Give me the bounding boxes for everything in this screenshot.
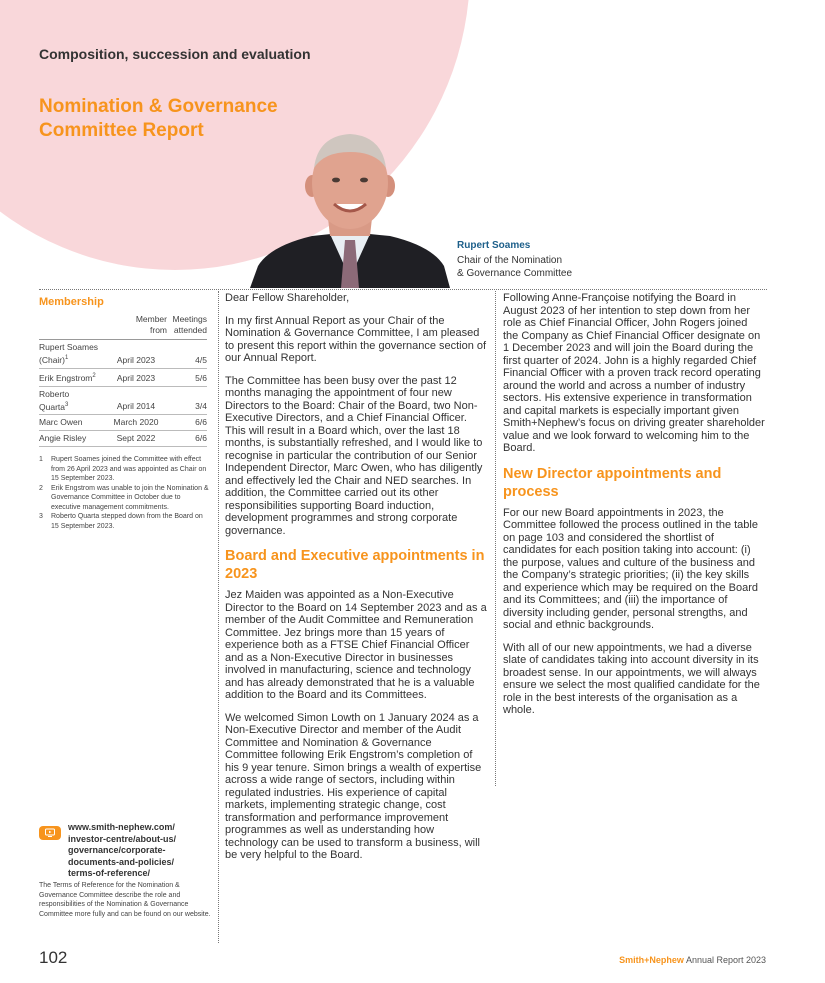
- chair-role-line-2: & Governance Committee: [457, 268, 573, 279]
- member-meetings: 4/5: [167, 340, 207, 369]
- table-row: [39, 415, 207, 431]
- footer: [619, 955, 766, 965]
- member-name: Roberto Quarta$^3$: [39, 386, 105, 415]
- screen-icon: [39, 826, 61, 840]
- footnote: 2 Erik Engstrom was unable to join the Nomination & Governance Committee in October due to executive management commitments.: [39, 484, 209, 511]
- heading-new-director: New Director appointments and process: [503, 465, 722, 500]
- membership-notes: [39, 455, 209, 531]
- column-divider-right: [495, 291, 496, 786]
- member-from: April 2023: [105, 368, 167, 386]
- paragraph: Following Anne-Françoise notifying the Board in August 2023 of her intention to step down from her role as Chief Financial Officer, John Rogers joined the Company as Chief Financial Officer designate on 1 December 2023 and will join the Board during the first quarter of 2024. John is a highly regarded Chief Financial Officer with a proven track record operating around the world and across a number of industry sectors. His extensive experience in transformation and capital markets is especially important given Smith+Nephew’s focus on driving greater shareholder value and we look forward to welcoming him to the Board.: [503, 292, 765, 454]
- page-number: 102: [39, 948, 68, 967]
- member-from: April 2023: [105, 340, 167, 369]
- header-name: [39, 313, 105, 340]
- body-column-right: [503, 292, 765, 727]
- table-row: [39, 368, 207, 386]
- membership-title: Membership: [39, 296, 104, 308]
- heading-board-appointments: Board and Executive appointments in 2023: [225, 548, 485, 582]
- column-divider-top: [39, 289, 767, 290]
- member-name: Angie Risley: [39, 431, 105, 447]
- table-row: [39, 431, 207, 447]
- column-divider-left: [218, 291, 219, 943]
- paragraph: For our new Board appointments in 2023, the Committee followed the process outlined in the table on page 103 and considered the shortlist of candidates for each position taking into account: (i) the purpose, values and culture of the business and the Company’s strategic priorities; (ii) the key skills and experience which may be required on the Board and its Committees; and (iii) the importance of diversity including gender, personal strengths, and social and ethnic backgrounds.: [503, 506, 758, 631]
- link-description: The Terms of Reference for the Nomination & Governance Committee describe the role and responsibilities of the Nomination & Governance Committee more fully and can be found on our website.: [39, 882, 211, 918]
- report-name: Annual Report 2023: [685, 955, 766, 965]
- chair-name: Rupert Soames: [457, 240, 531, 251]
- member-from: April 2014: [105, 386, 167, 415]
- website-link[interactable]: www.smith-nephew.com/ investor-centre/about-us/ governance/corporate- documents-and-policies/ terms-of-reference/: [68, 822, 177, 878]
- chair-portrait: [250, 128, 450, 288]
- table-row: [39, 340, 207, 369]
- chair-role-line-1: Chair of the Nomination: [457, 255, 563, 266]
- member-meetings: 6/6: [167, 415, 207, 431]
- title-line-2: Committee Report: [39, 120, 204, 141]
- chair-role: [457, 254, 617, 280]
- body-column-middle: [225, 292, 487, 872]
- paragraph: Jez Maiden was appointed as a Non-Executive Director to the Board on 14 September 2023 and as a member of the Audit Committee and Remuneration Committee. Jez brings more than 15 years of experience both as a FTSE Chief Financial Officer and as a Non-Executive Director in businesses involved in manufacturing, science and technology and has already demonstrated that he is a valuable addition to the Board and its Committees.: [225, 589, 487, 701]
- paragraph: The Committee has been busy over the past 12 months managing the appointment of four new Directors to the Board: Chair of the Board, two Non-Executive Directors, and a Chief Financial Officer. This will result in a Board which, over the last 18 months, is substantially refreshed, and I would like to recognise in particular the contribution of our Senior Independent Director, Marc Owen, who has diligently and effectively led the Chair and NED searches. In addition, the Committee carried out its other responsibilities supporting Board induction, development programmes and strong corporate governance.: [225, 374, 483, 537]
- member-meetings: 3/4: [167, 386, 207, 415]
- header-member-from: Member from: [105, 313, 167, 340]
- member-meetings: 6/6: [167, 431, 207, 447]
- membership-table: [39, 313, 207, 447]
- title-line-1: Nomination & Governance: [39, 96, 278, 117]
- paragraph: In my first Annual Report as your Chair of the Nomination & Governance Committee, I am pleased to present this report within the governance section of our Annual Report.: [225, 314, 487, 364]
- table-row: [39, 386, 207, 415]
- greeting: Dear Fellow Shareholder,: [225, 292, 350, 304]
- paragraph: We welcomed Simon Lowth on 1 January 2024 as a Non-Executive Director and member of the Audit Committee and Nomination & Governance Committee following Erik Engstrom’s completion of his 9 year tenure. Simon brings a wealth of expertise across a wide range of sectors, including within regulated industries. His experience of capital markets, implementing strategic change, cost transformation and performance improvement programmes as well as understanding how technology can be used to transform a business, will be very helpful to the Board.: [225, 711, 482, 861]
- brand-name: Smith+Nephew: [619, 955, 684, 965]
- member-from: Sept 2022: [105, 431, 167, 447]
- membership-header-row: [39, 313, 207, 340]
- member-from: March 2020: [105, 415, 167, 431]
- paragraph: With all of our new appointments, we had a diverse slate of candidates taking into account diversity in its broadest sense. In our appointments, we will always ensure we select the most qualified candidate for the role in the best interests of the organisation as a whole.: [503, 641, 760, 716]
- footnote: 1 Rupert Soames joined the Committee with effect from 26 April 2023 and was appointed as Chair on 15 September 2023.: [39, 456, 207, 482]
- header-meetings: Meetings attended: [167, 313, 207, 340]
- member-name: Rupert Soames (Chair)$^1$: [39, 340, 105, 369]
- footnote: 3 Roberto Quarta stepped down from the Board on 15 September 2023.: [39, 513, 203, 530]
- member-name: Marc Owen: [39, 415, 105, 431]
- section-label: Composition, succession and evaluation: [39, 46, 311, 62]
- member-name: Erik Engstrom$^2$: [39, 368, 105, 386]
- member-meetings: 5/6: [167, 368, 207, 386]
